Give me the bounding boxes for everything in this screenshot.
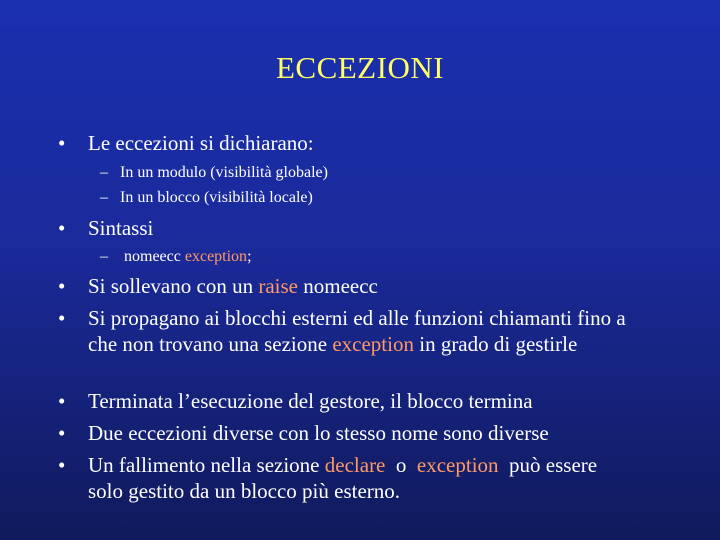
sub-bullet-syntax <box>100 246 660 268</box>
bullet-marker: • <box>58 453 66 477</box>
bullet-marker: • <box>58 131 66 155</box>
bullet-raise <box>58 273 678 299</box>
dash-marker: – <box>100 164 108 181</box>
text-part: o <box>385 453 417 477</box>
bullet-marker: • <box>58 421 66 445</box>
bullet-sintassi <box>58 215 678 241</box>
text-part: in grado di gestirle <box>413 332 578 356</box>
keyword-declare: declare <box>324 453 386 477</box>
bullet-marker: • <box>58 306 66 330</box>
dash-marker: – <box>100 248 108 265</box>
sub-bullet-text: In un modulo (visibilità globale) <box>120 164 328 181</box>
syntax-name: nomeecc <box>124 248 185 265</box>
bullet-marker: • <box>58 216 66 240</box>
bullet-dichiarazione <box>58 130 678 156</box>
bullet-marker: • <box>58 389 66 413</box>
bullet-text: Sintassi <box>88 216 154 240</box>
sub-bullet-blocco <box>100 187 660 209</box>
sub-bullet-modulo <box>100 162 660 184</box>
bullet-text <box>88 305 658 357</box>
text-part: può essere solo gestito da un blocco più esterno. <box>88 453 603 503</box>
keyword-exception: exception <box>416 453 499 477</box>
text-part: Si sollevano con un <box>88 274 259 298</box>
bullet-marker: • <box>58 274 66 298</box>
dash-marker: – <box>100 189 108 206</box>
bullet-text <box>88 273 678 299</box>
keyword-exception: exception <box>184 248 248 265</box>
bullet-diverse <box>58 420 678 446</box>
bullet-text: Terminata l’esecuzione del gestore, il blocco termina <box>88 389 533 413</box>
keyword-exception: exception <box>332 332 414 356</box>
sub-bullet-text <box>120 246 660 268</box>
bullet-propagazione <box>58 305 658 357</box>
bullet-text <box>88 452 628 504</box>
text-part: Si propagano ai blocchi esterni ed alle funzioni chiamanti fino a che non trovano una sezione <box>88 306 626 356</box>
bullet-text: Le eccezioni si dichiarano: <box>88 131 314 155</box>
text-part: Un fallimento nella sezione <box>88 453 325 477</box>
bullet-fallimento <box>58 452 628 504</box>
text-part: nomeecc <box>297 274 378 298</box>
bullet-gestore <box>58 388 678 414</box>
slide-title: ECCEZIONI <box>275 50 445 85</box>
syntax-end: ; <box>247 248 252 265</box>
sub-bullet-text: In un blocco (visibilità locale) <box>120 189 313 206</box>
bullet-text: Due eccezioni diverse con lo stesso nome sono diverse <box>88 421 549 445</box>
keyword-raise: raise <box>258 274 298 298</box>
